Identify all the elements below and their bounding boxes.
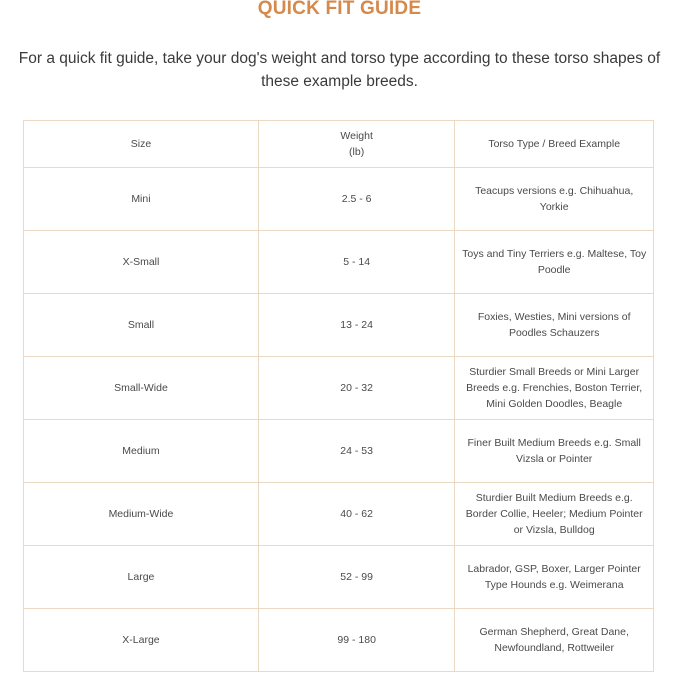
table-row xyxy=(24,231,654,294)
cell-torso: Foxies, Westies, Mini versions of Poodles Schauzers xyxy=(455,294,654,357)
header-torso: Torso Type / Breed Example xyxy=(455,121,654,168)
cell-torso: German Shepherd, Great Dane, Newfoundland, Rottweiler xyxy=(455,609,654,672)
intro-line-2: these example breeds. xyxy=(261,73,418,90)
cell-size: Small-Wide xyxy=(24,357,259,420)
cell-torso: Finer Built Medium Breeds e.g. Small Vizsla or Pointer xyxy=(455,420,654,483)
table-row xyxy=(24,483,654,546)
intro-text xyxy=(0,47,679,93)
table-row xyxy=(24,294,654,357)
table-row xyxy=(24,420,654,483)
cell-weight: 40 - 62 xyxy=(258,483,454,546)
cell-size: Medium xyxy=(24,420,259,483)
page-title: QUICK FIT GUIDE xyxy=(257,0,422,19)
cell-torso: Sturdier Built Medium Breeds e.g. Border Collie, Heeler; Medium Pointer or Vizsla, Bulldog xyxy=(455,483,654,546)
header-size: Size xyxy=(24,121,259,168)
cell-weight: 52 - 99 xyxy=(258,546,454,609)
cell-weight: 24 - 53 xyxy=(258,420,454,483)
intro-line-1: For a quick fit guide, take your dog's weight and torso type according to these torso shapes of xyxy=(18,50,661,67)
cell-size: Mini xyxy=(24,168,259,231)
cell-weight: 20 - 32 xyxy=(258,357,454,420)
cell-torso: Teacups versions e.g. Chihuahua, Yorkie xyxy=(455,168,654,231)
header-weight-label: Weight xyxy=(340,130,373,142)
cell-size: Large xyxy=(24,546,259,609)
cell-size: Medium-Wide xyxy=(24,483,259,546)
cell-size: Small xyxy=(24,294,259,357)
cell-size: X-Small xyxy=(24,231,259,294)
header-weight-unit: (lb) xyxy=(349,146,365,158)
cell-weight: 13 - 24 xyxy=(258,294,454,357)
cell-weight: 2.5 - 6 xyxy=(258,168,454,231)
table-header-row xyxy=(24,121,654,168)
cell-torso: Labrador, GSP, Boxer, Larger Pointer Type Hounds e.g. Weimerana xyxy=(455,546,654,609)
header-weight xyxy=(258,121,454,168)
cell-size: X-Large xyxy=(24,609,259,672)
table-row xyxy=(24,546,654,609)
cell-weight: 5 - 14 xyxy=(258,231,454,294)
cell-torso: Sturdier Small Breeds or Mini Larger Breeds e.g. Frenchies, Boston Terrier, Mini Golden Doodles, Beagle xyxy=(455,357,654,420)
cell-torso: Toys and Tiny Terriers e.g. Maltese, Toy Poodle xyxy=(455,231,654,294)
table-row xyxy=(24,609,654,672)
table-row xyxy=(24,168,654,231)
cell-weight: 99 - 180 xyxy=(258,609,454,672)
table-row xyxy=(24,357,654,420)
fit-guide-table xyxy=(23,120,654,672)
